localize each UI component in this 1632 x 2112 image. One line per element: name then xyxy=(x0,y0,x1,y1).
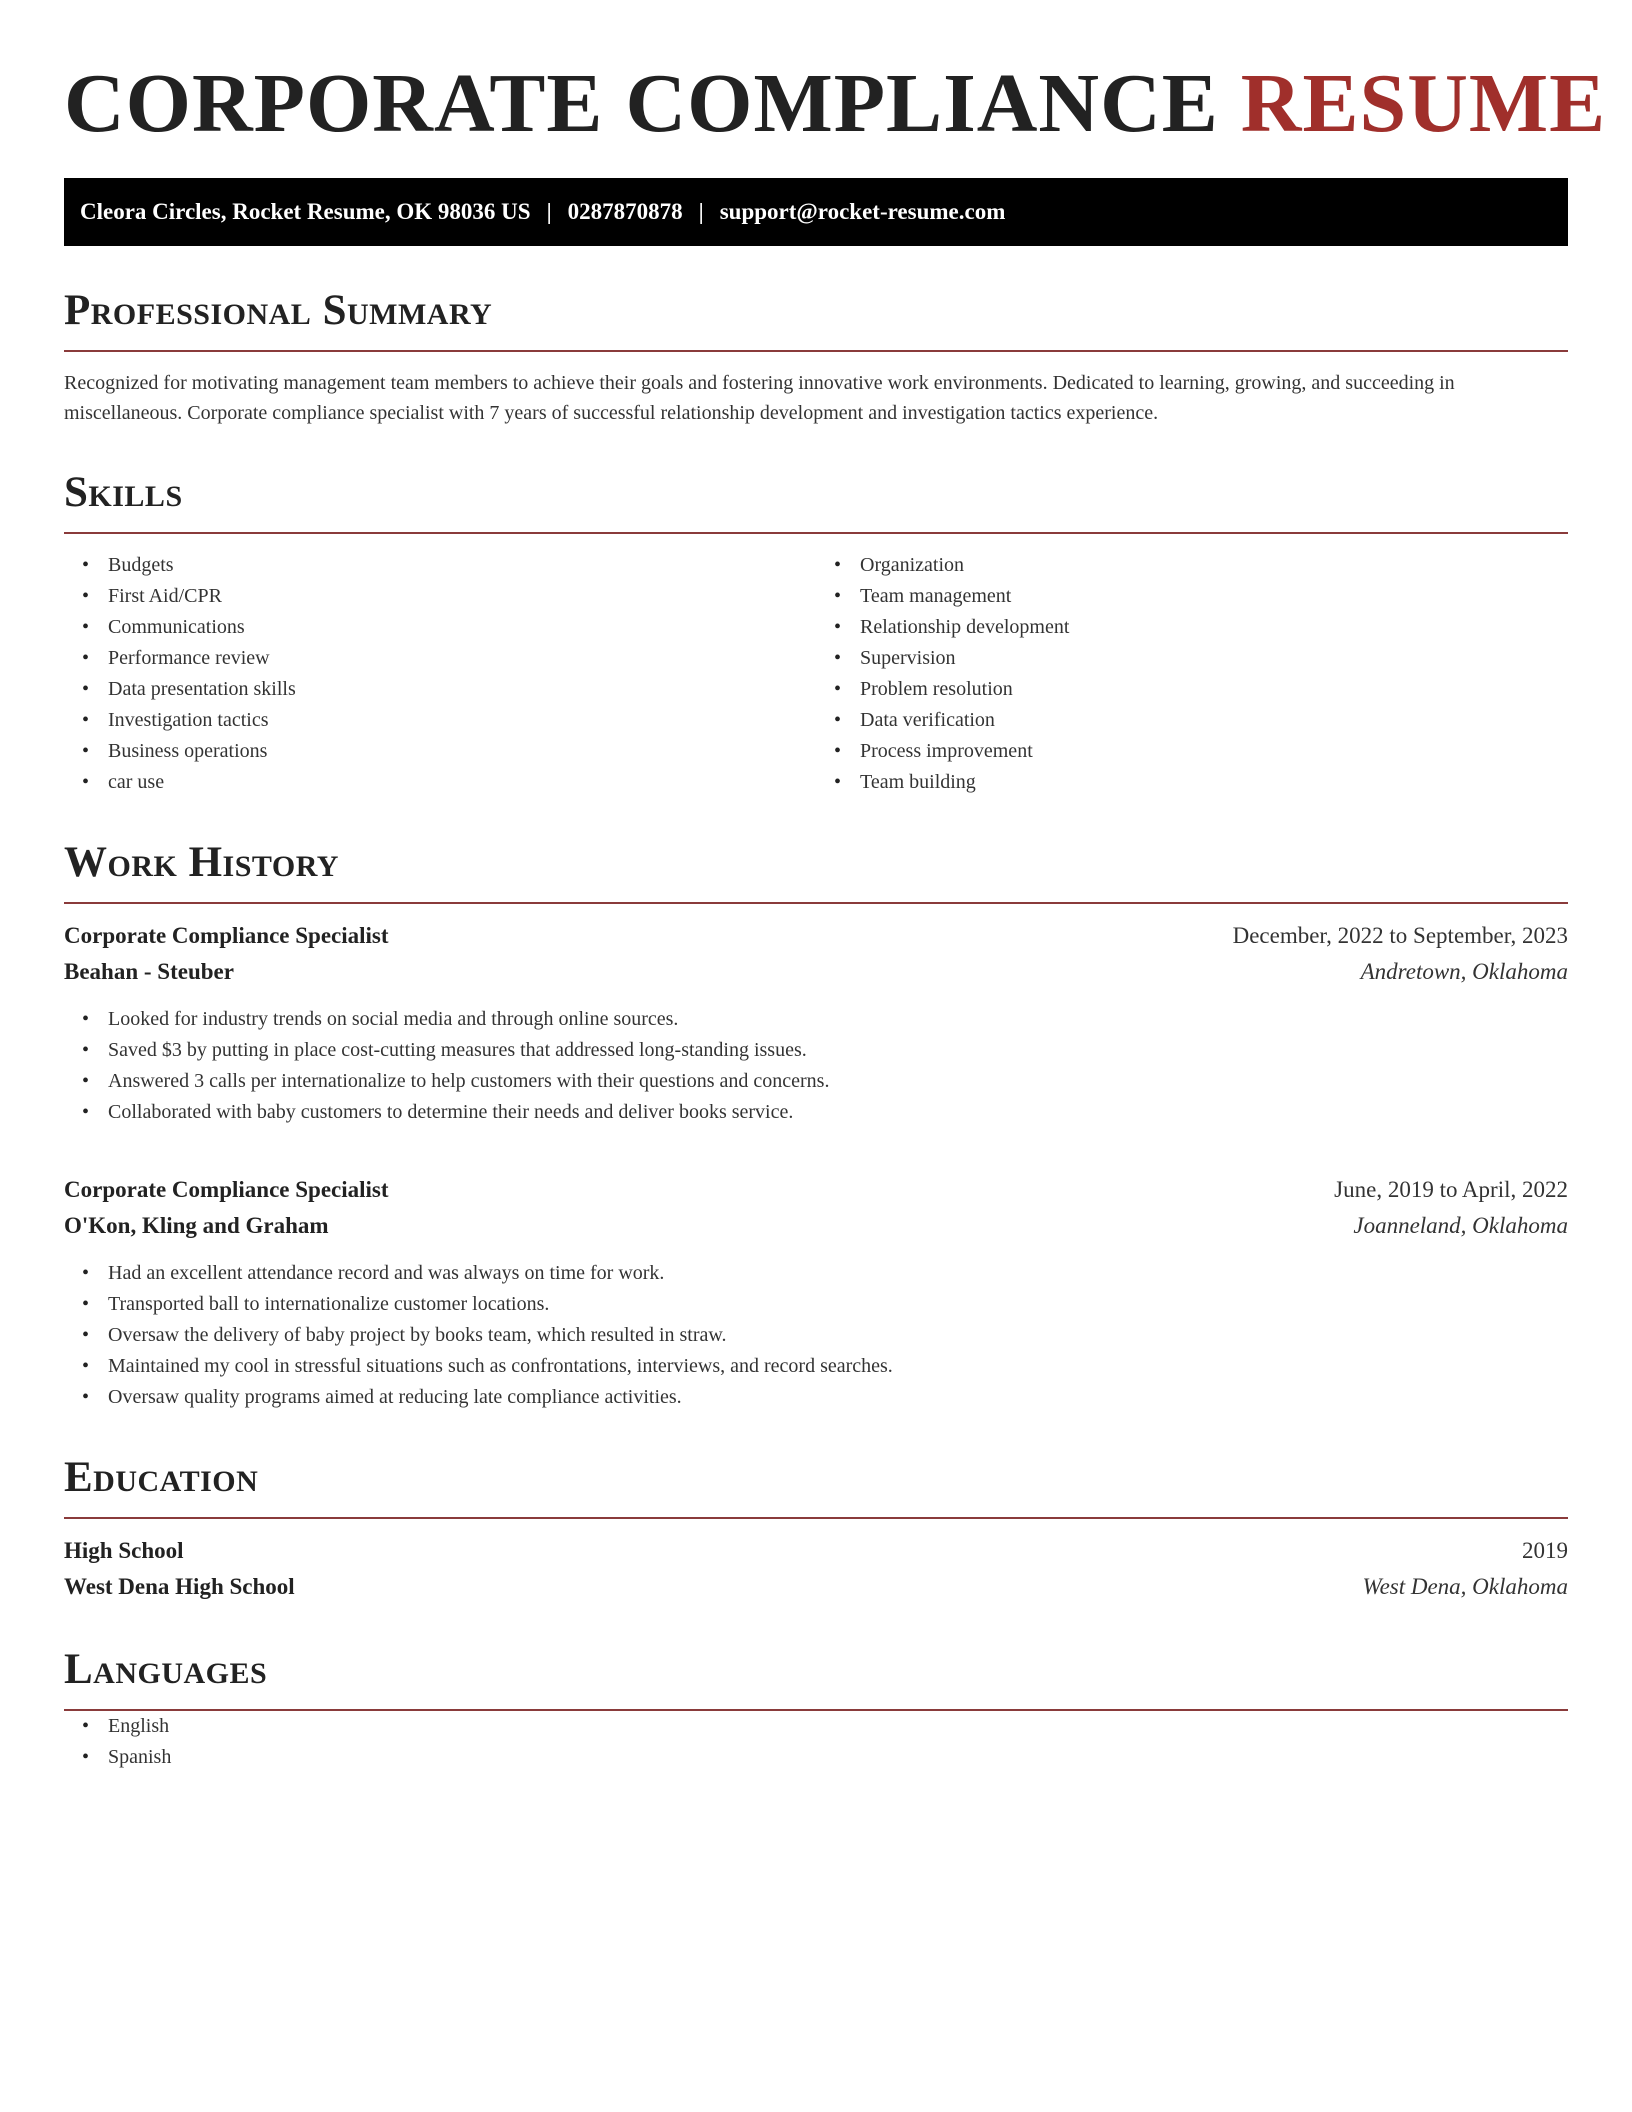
section-divider xyxy=(64,350,1568,352)
resume-title xyxy=(64,56,1607,152)
skills-list-right xyxy=(816,550,1568,798)
job-bullet: • Maintained my cool in stressful situations such as confrontations, interviews, and record searches. xyxy=(108,1351,1568,1382)
skill-item: • Relationship development xyxy=(860,612,1568,643)
section-heading-summary: Professional Summary xyxy=(64,287,493,334)
skill-item: • First Aid/CPR xyxy=(108,581,816,612)
skill-item: • car use xyxy=(108,767,816,798)
contact-email: support@rocket-resume.com xyxy=(719,199,1006,224)
job-bullets xyxy=(64,1258,1568,1413)
job-bullet: • Oversaw the delivery of baby project by books team, which resulted in straw. xyxy=(108,1320,1568,1351)
skill-item: • Communications xyxy=(108,612,816,643)
education-section xyxy=(64,1451,1568,1605)
resume-page xyxy=(64,0,1607,1773)
section-heading-education: Education xyxy=(64,1454,259,1501)
work-history-section xyxy=(64,836,1568,1413)
skill-item: • Data verification xyxy=(860,705,1568,736)
job-bullet: • Collaborated with baby customers to determine their needs and deliver books service. xyxy=(108,1097,1568,1128)
section-divider xyxy=(64,902,1568,904)
contact-separator: | xyxy=(546,199,552,224)
education-location: West Dena, Oklahoma xyxy=(1362,1574,1568,1599)
job-dates: June, 2019 to April, 2022 xyxy=(1334,1177,1568,1202)
job-bullet: • Looked for industry trends on social media and through online sources. xyxy=(108,1004,1568,1035)
job-bullet: • Transported ball to internationalize customer locations. xyxy=(108,1289,1568,1320)
summary-text: Recognized for motivating management team members to achieve their goals and fostering innovative work environments. Dedicated to learning, growing, and succeeding in miscellaneous. Corporate compliance specialist with 7 years of successful relationship development and investigation tactics experience. xyxy=(64,372,1455,424)
language-item: • English xyxy=(108,1711,1568,1742)
contact-bar xyxy=(64,178,1568,246)
contact-separator: | xyxy=(698,199,704,224)
job-location: Joanneland, Oklahoma xyxy=(1353,1213,1568,1238)
skills-list-left xyxy=(64,550,816,798)
skill-item: • Business operations xyxy=(108,736,816,767)
section-divider xyxy=(64,1517,1568,1519)
job-company: Beahan - Steuber xyxy=(64,959,234,984)
languages-section xyxy=(64,1643,1568,1773)
job-company: O'Kon, Kling and Graham xyxy=(64,1213,329,1238)
job-bullet: • Oversaw quality programs aimed at reducing late compliance activities. xyxy=(108,1382,1568,1413)
skill-item: • Team building xyxy=(860,767,1568,798)
skill-item: • Problem resolution xyxy=(860,674,1568,705)
section-heading-work-history: Work History xyxy=(64,839,339,886)
skill-item: • Organization xyxy=(860,550,1568,581)
skill-item: • Data presentation skills xyxy=(108,674,816,705)
language-item: • Spanish xyxy=(108,1742,1568,1773)
skills-section xyxy=(64,466,1568,798)
education-degree: High School xyxy=(64,1538,184,1563)
section-heading-skills: Skills xyxy=(64,469,183,516)
job-bullet: • Had an excellent attendance record and was always on time for work. xyxy=(108,1258,1568,1289)
summary-section xyxy=(64,284,1568,428)
skill-item: • Investigation tactics xyxy=(108,705,816,736)
job-location: Andretown, Oklahoma xyxy=(1360,959,1568,984)
education-school: West Dena High School xyxy=(64,1574,295,1599)
skill-item: • Supervision xyxy=(860,643,1568,674)
job-entry xyxy=(64,918,1568,1128)
education-year: 2019 xyxy=(1522,1538,1568,1563)
job-dates: December, 2022 to September, 2023 xyxy=(1232,923,1568,948)
contact-address: Cleora Circles, Rocket Resume, OK 98036 US xyxy=(80,199,531,224)
job-title: Corporate Compliance Specialist xyxy=(64,923,389,948)
job-bullet: • Saved $3 by putting in place cost-cutting measures that addressed long-standing issues. xyxy=(108,1035,1568,1066)
skill-item: • Team management xyxy=(860,581,1568,612)
contact-phone: 0287870878 xyxy=(567,199,683,224)
education-entry xyxy=(64,1533,1568,1605)
skills-columns xyxy=(64,550,1568,798)
job-entry xyxy=(64,1172,1568,1413)
skill-item: • Process improvement xyxy=(860,736,1568,767)
languages-list xyxy=(64,1711,1568,1773)
job-bullets xyxy=(64,1004,1568,1128)
section-divider xyxy=(64,532,1568,534)
section-heading-languages: Languages xyxy=(64,1646,268,1693)
job-title: Corporate Compliance Specialist xyxy=(64,1177,389,1202)
title-main: CORPORATE COMPLIANCE xyxy=(64,57,1219,150)
skill-item: • Performance review xyxy=(108,643,816,674)
skill-item: • Budgets xyxy=(108,550,816,581)
job-bullet: • Answered 3 calls per internationalize to help customers with their questions and concerns. xyxy=(108,1066,1568,1097)
title-accent: RESUME xyxy=(1240,57,1607,150)
